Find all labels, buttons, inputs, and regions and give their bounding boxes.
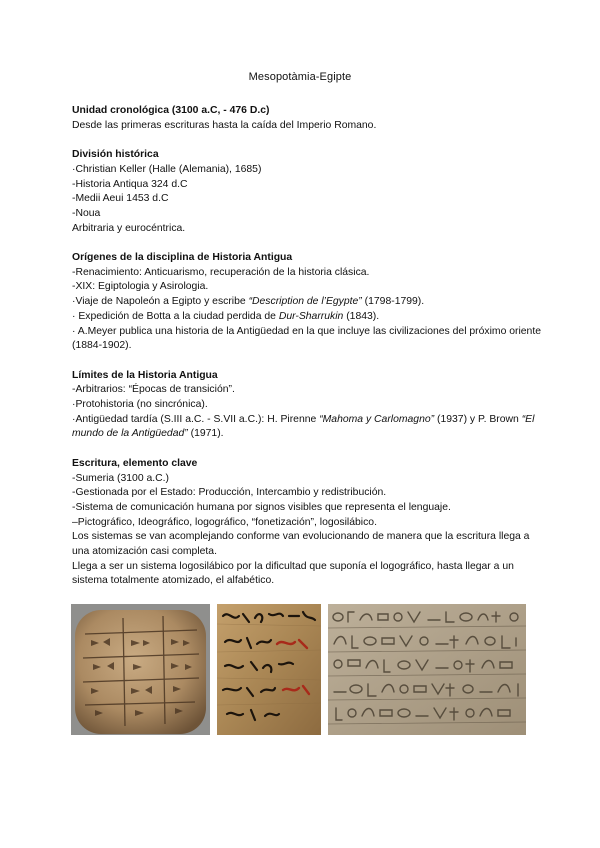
paragraph-line: -Renacimiento: Anticuarismo, recuperación de la historia clásica. [72, 266, 370, 278]
text-run: ·Viaje de Napoleón a Egipto y escribe [72, 296, 249, 308]
paragraph-line: -Historia Antiqua 324 d.C [72, 178, 188, 190]
text-run: (1971). [187, 428, 224, 440]
paragraph-line: -XIX: Egiptologia y Asirologia. [72, 281, 209, 293]
text-run: · Expedición de Botta a la ciudad perdida de [72, 310, 279, 322]
paragraph-line: -Gestionada por el Estado: Producción, Intercambio y redistribución. [72, 487, 387, 499]
section-heading: Límites de la Historia Antigua [72, 369, 218, 381]
book-title: “El mundo de la Antigüedad” [72, 413, 535, 440]
paragraph-line: –Pictográfico, Ideográfico, logográfico, “fonetización”, logosilábico. [72, 516, 377, 528]
book-title: “Description de l’Egypte” [248, 296, 362, 308]
cuneiform-tablet-image [71, 604, 210, 735]
paragraph-line: ·Christian Keller (Halle (Alemania), 1685) [72, 163, 262, 175]
section-heading: Unidad cronológica (3100 a.C, - 476 D.c) [72, 105, 270, 116]
paragraph-line: Desde las primeras escrituras hasta la caída del Imperio Romano. [72, 119, 377, 131]
text-run: (1843). [343, 310, 380, 322]
text-run: ·Antigüedad tardía (S.III a.C. - S.VII a.C.): H. Pirenne [72, 413, 320, 425]
document-title: Mesopotàmia-Egipte [248, 71, 352, 83]
section-heading: División histórica [72, 149, 159, 161]
paragraph-line: · A.Meyer publica una historia de la Antigüedad en la que incluye las civilizaciones del próximo oriente (1884-1902). [72, 325, 542, 352]
section-heading: Escritura, elemento clave [72, 457, 198, 469]
paragraph-line: ·Protohistoria (no sincrónica). [72, 399, 208, 411]
paragraph-line: Los sistemas se van acomplejando conforme van evolucionando de manera que la escritura llega a una atomización casi completa. [72, 531, 530, 558]
paragraph-line: -Arbitrarios: “Épocas de transición”. [72, 384, 235, 396]
city-name: Dur-Sharrukin [278, 310, 344, 322]
paragraph-line: Arbitraria y eurocéntrica. [72, 222, 186, 234]
section-heading: Orígenes de la disciplina de Historia Antigua [72, 252, 293, 263]
paragraph-line: Llega a ser un sistema logosilábico por la dificultad que suponía el logográfico, hasta llegar a un sistema totalmente atomizado, el alfabético. [72, 560, 514, 587]
paragraph-line: -Noua [72, 207, 101, 219]
paragraph-line: -Sistema de comunicación humana por signos visibles que representa el lenguaje. [72, 501, 451, 513]
papyrus-image [217, 604, 321, 735]
paragraph-line: -Medii Aeui 1453 d.C [72, 193, 169, 205]
text-run: (1937) y P. Brown [434, 413, 522, 425]
book-title: “Mahoma y Carlomagno” [319, 413, 435, 425]
hieroglyphs-stone-image [328, 604, 526, 735]
text-run: (1798-1799). [361, 296, 425, 308]
paragraph-line: -Sumeria (3100 a.C.) [72, 472, 170, 484]
